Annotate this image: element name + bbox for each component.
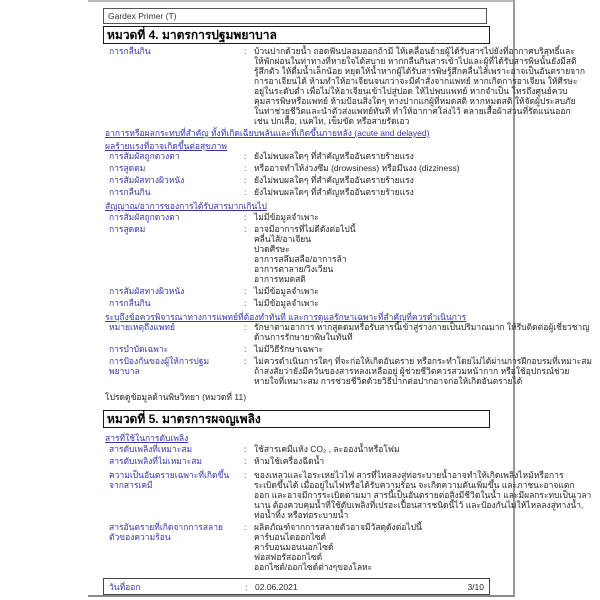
field-colon: : [244, 322, 247, 332]
field-colon: : [244, 211, 247, 222]
section4-title [103, 26, 490, 44]
text-line: รู้สึกตัว ให้ดื่มน้ำเล็กน้อย หยุดให้น้ำหากผู้ได้รับสารพิษรู้สึกคลื่นไส้เพราะอาจเป็นอันตรายจาก [254, 66, 586, 76]
text-line: ออก และอาจมีการระเบิดตามมา สารนี้เป็นอันตรายต่อสิ่งมีชีวิตในน้ำ และมีผลกระทบเป็นเวลา [254, 489, 592, 500]
text-line: อาการสลึมสลือ/อาการล้า [254, 253, 347, 264]
text-line: สารอันตรายที่เกิดจากการสลาย [109, 521, 223, 532]
field-row [103, 224, 495, 284]
field-row [103, 212, 495, 222]
field-label [103, 322, 244, 332]
field-label [103, 356, 244, 376]
field-row [103, 187, 495, 197]
text-line: จากสารเคมี [109, 479, 153, 490]
field-colon: : [244, 521, 247, 532]
field-row [103, 175, 495, 185]
text-line: สารดับเพลิงที่ไม่เหมาะสม [109, 455, 203, 466]
text-line: ปวดศีรษะ [254, 243, 290, 254]
text-line: ไม่มีข้อมูลจำเพาะ [254, 285, 319, 296]
field-value [254, 46, 585, 126]
field-row [103, 456, 495, 466]
field-colon: : [244, 297, 247, 308]
field-row [103, 151, 495, 161]
field-label [103, 187, 244, 197]
text-line: การสัมผัสทางผิวหนัง [109, 175, 185, 185]
text-line: ไม่มีวิธีรักษาเฉพาะ [254, 344, 324, 354]
text-line: ใช้สารเคมีแห้ง CO₂ , ละอองน้ำหรือโฟม [254, 443, 400, 454]
field-label [103, 163, 244, 173]
text-line: ท่อน้ำทิ้ง หรือท่อระบายน้ำ [254, 509, 349, 520]
field-row [103, 444, 495, 454]
medical-attention-rows [103, 322, 592, 386]
issue-date-label: วันที่ออก [109, 581, 141, 592]
field-label [103, 46, 244, 56]
field-value [254, 356, 592, 386]
text-line: ห้ามใช้เครื่องฉีดน้ำ [254, 455, 325, 466]
field-value [254, 444, 495, 454]
field-value [254, 175, 495, 185]
effects-heading: อาการหรือผลกระทบที่สำคัญ ทั้งที่เกิดเฉียบพลันและที่เกิดขึ้นภายหลัง (acute and delayed) [105, 128, 430, 138]
section5 [103, 410, 592, 574]
text-line: ยังไม่พบผลใดๆ ที่สำคัญหรืออันตรายร้ายแรง [254, 151, 414, 161]
field-colon: : [244, 151, 247, 161]
field-colon: : [244, 455, 247, 466]
text-line: ไม่ควรดำเนินการใดๆ ที่จะก่อให้เกิดอันตราย หรือกระทำโดยไม่ได้ผ่านการฝึกอบรมที่เหมาะสม [254, 356, 592, 366]
text-line: หรืออาจทำให้ง่วงซึม (drowsiness) หรือมึนงง (dizziness) [254, 163, 460, 173]
text-line: หมายเหตุถึงแพทย์ [109, 322, 175, 332]
section5-body [103, 428, 592, 572]
field-value [254, 344, 495, 354]
text-line: ระเบิดขึ้นได้ เมื่ออยู่ในไฟหรือได้รับความร้อน จะเกิดความดันเพิ่มขึ้น และภาชนะอาจแตก [254, 479, 575, 490]
field-value [254, 322, 590, 342]
acute-health-heading: ผลร้ายแรงที่อาจเกิดขึ้นต่อสุขภาพ [105, 140, 227, 151]
text-line: ผลิตภัณฑ์จากการสลายตัวอาจมีวัสดุดังต่อไปนี้ [254, 521, 422, 532]
field-row [103, 469, 592, 520]
section5-title-text: หมวดที่ 5. มาตรการผจญเพลิง [107, 412, 261, 426]
text-line: การกลืนกิน [109, 297, 151, 308]
text-line: การบำบัดเฉพาะ [109, 344, 169, 354]
text-line: ฟอสฟอรัสออกไซด์ [254, 551, 323, 562]
field-value [254, 456, 495, 466]
field-row [103, 522, 495, 572]
field-row [103, 344, 495, 354]
text-line: ของเหลวและไอระเหยไวไฟ สารที่ไหลลงสู่ท่อระบายน้ำอาจทำให้เกิดเพลิงไหม้หรือการ [254, 469, 564, 480]
text-line: การกลืนกิน [109, 46, 151, 56]
text-line: การสูดดม [109, 163, 146, 173]
field-value [254, 286, 495, 296]
field-value [254, 151, 495, 161]
field-value [254, 470, 591, 520]
text-line: คาร์บอนมอนนอกไซด์ [254, 541, 334, 552]
text-line: พยาบาล [109, 366, 140, 376]
section5-title [103, 410, 490, 428]
field-row [103, 46, 586, 126]
overexposure-heading: สัญญาณ/อาการของการได้รับสารมากเกินไป [105, 201, 267, 211]
text-line: การสัมผัสถูกดวงตา [109, 151, 180, 161]
text-line: ยังไม่พบผลใดๆ ที่สำคัญหรืออันตรายร้ายแรง [254, 187, 414, 197]
field-label [103, 224, 244, 234]
field-label [103, 175, 244, 185]
field-value [254, 522, 495, 572]
text-line: อาการตาลาย/วิงเวียน [254, 263, 334, 274]
text-line: ไม่มีข้อมูลจำเพาะ [254, 297, 319, 308]
field-value [254, 212, 495, 222]
field-label [103, 298, 244, 308]
field-label [103, 456, 244, 466]
field-row [103, 286, 495, 296]
text-line: รักษาตามอาการ หากสูดดมหรือรับสารนี้เข้าสู่ร่างกายเป็นปริมาณมาก ให้รีบติดต่อผู้เชี่ยวชาญ [254, 322, 590, 332]
section4-title-text: หมวดที่ 4. มาตรการปฐมพยาบาล [107, 28, 277, 42]
field-label [103, 344, 244, 354]
field-colon: : [244, 469, 247, 480]
field-colon: : [244, 443, 247, 454]
product-name-box [103, 8, 487, 24]
acute-health-rows [103, 151, 495, 197]
text-line: ด้านการรักษายาพิษในทันที [254, 332, 353, 342]
text-line: ถ้าสงสัยว่ายังมีควันของสารหลงเหลืออยู่ ผู้ช่วยชีวิตควรสวมหน้ากาก หรือใช้อุปกรณ์ช่วย [254, 366, 570, 376]
text-line: การอาเจียนได้ ห้ามทำให้อาเจียนจนกว่าจะมีคำสั่งจากแพทย์ หากเกิดการอาเจียน ให้ศีรษะ [254, 76, 578, 86]
text-line: การสัมผัสถูกดวงตา [109, 211, 180, 222]
field-colon: : [244, 46, 247, 56]
field-colon: : [244, 285, 247, 296]
text-line: ในท่าช่วยชีวิตและนำตัวส่งแพทย์ทันที ทำให้อากาศโล่งไว้ คลายเสื้อผ้าส่วนที่รัดแน่นออก [254, 106, 571, 116]
field-label [103, 444, 244, 454]
field-value [254, 298, 495, 308]
text-line: บ้วนปากด้วยน้ำ ถอดฟันปลอมออกถ้ามี ให้เคลื่อนย้ายผู้ได้รับสารไปยังที่อากาศบริสุทธิ์และ [254, 46, 575, 56]
field-label [103, 151, 244, 161]
field-colon: : [244, 163, 247, 173]
text-line: อาการหมดสติ [254, 273, 306, 284]
text-line: สารดับเพลิงที่เหมาะสม [109, 443, 193, 454]
page-edge-top [88, 0, 515, 2]
overexposure-rows [103, 212, 495, 308]
see-toxicology-note: โปรดดูข้อมูลด้านพิษวิทยา (หมวดที่ 11) [105, 392, 247, 402]
field-value [254, 187, 495, 197]
footer-colon: : [245, 581, 248, 592]
text-line: หายใจที่เหมาะสม การช่วยชีวิตด้วยวิธีปากต่อปากอาจก่อให้เกิดอันตรายได้ [254, 376, 523, 386]
field-colon: : [244, 356, 247, 366]
text-line: เช่น ปกเสื้อ, เนคไท, เข็มขัด หรือสายรัดเอว [254, 116, 410, 126]
field-label [103, 212, 244, 222]
section4-body [103, 46, 592, 403]
field-label [103, 522, 244, 542]
extinguishing-media-heading: สารที่ใช้ในการดับเพลิง [105, 433, 189, 443]
text-line: การป้องกันของผู้ให้การปฐม [109, 356, 210, 366]
field-row [103, 163, 495, 173]
field-row [103, 298, 495, 308]
text-line: ออกไซด์/ออกไซด์ต่างๆของโลหะ [254, 561, 373, 572]
text-line: คลื่นไส้/อาเจียน [254, 233, 312, 244]
text-line: นาน ต้องควบคุมน้ำที่ใช้ดับเพลิงที่เปรอะเปื้อนสารชนิดนี้ไว้ และป้องกันไม่ให้ไหลลงสู่ทางน้ำ, [254, 499, 584, 510]
field-row [103, 356, 592, 386]
field-value [254, 163, 495, 173]
field-colon: : [244, 187, 247, 197]
field-row [103, 322, 590, 342]
text-line: ตัวของความร้อน [109, 531, 171, 542]
field-label [103, 470, 244, 490]
field-colon: : [244, 344, 247, 354]
text-line: ความเป็นอันตรายเฉพาะที่เกิดขึ้น [109, 469, 230, 480]
text-line: ยังไม่พบผลใดๆ ที่สำคัญหรืออันตรายร้ายแรง [254, 175, 414, 185]
field-colon: : [244, 175, 247, 185]
text-line: การสูดดม [109, 223, 146, 234]
text-line: ให้พักผ่อนในท่าทางที่หายใจได้สบาย หากกลืนกินสารเข้าไปและผู้ที่ได้รับสารพิษนั้นยังมีสติ [254, 56, 577, 66]
text-line: การสัมผัสทางผิวหนัง [109, 285, 185, 296]
issue-date-value: 02.06.2021 [255, 581, 298, 592]
footer-box [103, 578, 490, 595]
page-number: 3/10 [467, 581, 484, 592]
text-line: อาจมีอาการที่ไม่ดีดังต่อไปนี้ [254, 223, 356, 234]
text-line: คุมสารพิษหรือแพทย์ ห้ามป้อนสิ่งใดๆ ทางปากแก่ผู้ที่หมดสติ หากหมดสติ ให้จัดผู้ประสบภัย [254, 96, 576, 106]
field-colon: : [244, 223, 247, 234]
page-edge-bottom [88, 595, 515, 597]
text-line: อยู่ในระดับต่ำ เพื่อไม่ให้อาเจียนเข้าไปสู่ปอด ให้ไปพบแพทย์ หากจำเป็น โทรถึงศูนย์ควบ [254, 86, 568, 96]
text-line: การกลืนกิน [109, 187, 151, 197]
text-line: คาร์บอนไดออกไซด์ [254, 531, 327, 542]
text-line: ไม่มีข้อมูลจำเพาะ [254, 211, 319, 222]
field-label [103, 286, 244, 296]
field-value [254, 224, 495, 284]
first-aid-rows [103, 46, 586, 126]
fire-hazard-rows [103, 469, 592, 572]
extinguishing-media-rows [103, 444, 495, 466]
medical-attention-heading: ระบุถึงข้อควรพิจารณาทางการแพทย์ที่ต้องทำทันที และการดูแลรักษาเฉพาะที่สำคัญที่ควรดำเนินการ [105, 311, 467, 322]
product-name: Gardex Primer (T) [108, 11, 177, 21]
